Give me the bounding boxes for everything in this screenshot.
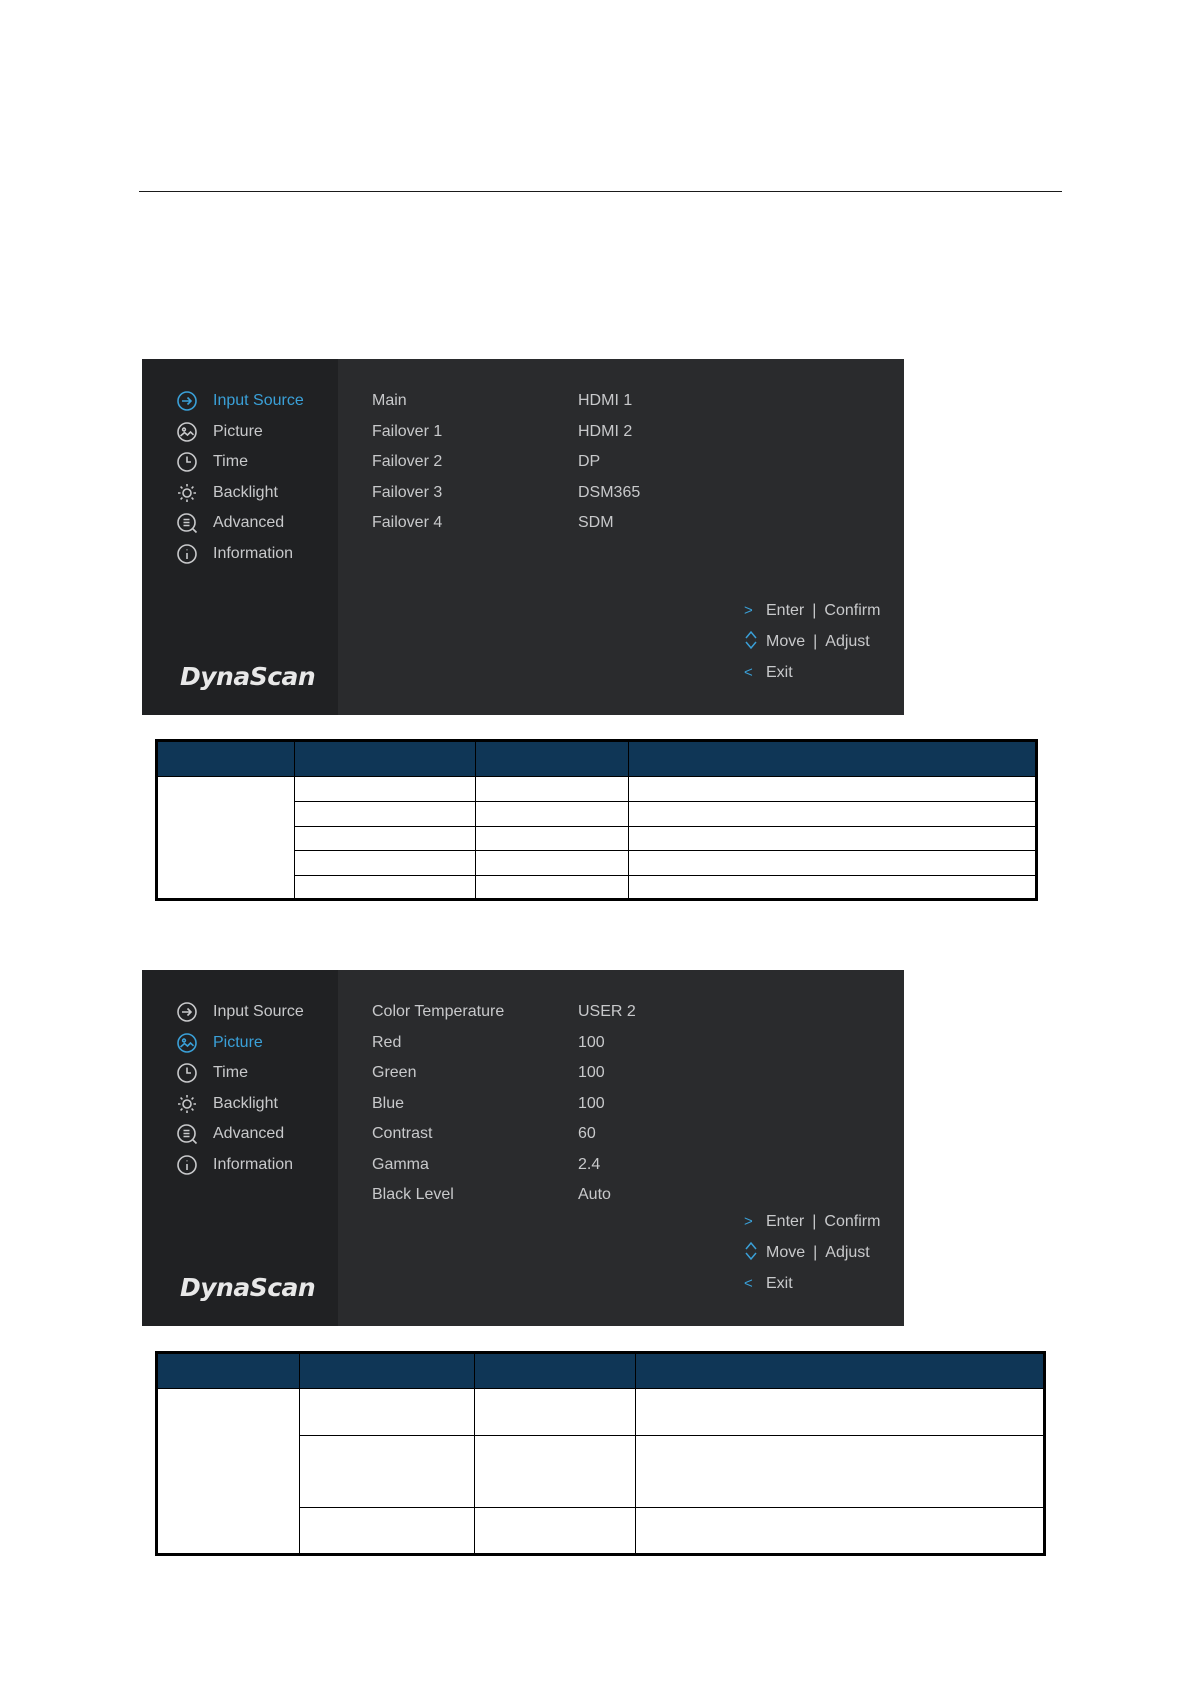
hint-move — [744, 626, 880, 657]
menu-item-time[interactable] — [176, 1058, 304, 1089]
setting-row[interactable] — [372, 1058, 636, 1089]
hint-exit — [744, 1268, 880, 1299]
info-icon — [176, 1154, 198, 1176]
clock-icon — [176, 1062, 198, 1084]
chevron-left-icon: < — [744, 664, 753, 681]
setting-label: Failover 3 — [372, 483, 443, 501]
hint-label-secondary: Confirm — [824, 601, 881, 619]
hint-enter — [744, 1206, 880, 1237]
osd-menu — [176, 386, 304, 569]
menu-item-label: Backlight — [213, 483, 278, 501]
chevron-right-icon: > — [744, 602, 753, 619]
input-source-icon — [176, 390, 198, 412]
hint-separator: | — [812, 601, 817, 619]
hint-label-secondary: Confirm — [824, 1212, 881, 1230]
menu-item-information[interactable] — [176, 1150, 304, 1181]
setting-label: Failover 1 — [372, 422, 443, 440]
advanced-icon — [176, 1123, 198, 1145]
setting-label: Green — [372, 1064, 417, 1082]
setting-label: Red — [372, 1033, 402, 1051]
menu-item-label: Time — [213, 1064, 248, 1082]
setting-row[interactable] — [372, 997, 636, 1028]
chevron-left-icon: < — [744, 1275, 753, 1292]
osd-menu — [176, 997, 304, 1180]
picture-icon — [176, 421, 198, 443]
setting-value[interactable]: SDM — [578, 514, 614, 532]
menu-item-picture[interactable] — [176, 1028, 304, 1059]
menu-item-backlight[interactable] — [176, 1089, 304, 1120]
menu-item-time[interactable] — [176, 447, 304, 478]
hint-label-secondary: Adjust — [825, 632, 870, 650]
hint-label: Exit — [766, 663, 793, 681]
setting-row[interactable] — [372, 417, 640, 448]
setting-row[interactable] — [372, 1180, 636, 1211]
chevron-right-icon: > — [744, 1213, 753, 1230]
setting-label: Contrast — [372, 1125, 433, 1143]
setting-value[interactable]: 100 — [578, 1094, 605, 1112]
setting-row[interactable] — [372, 1028, 636, 1059]
menu-item-input-source[interactable] — [176, 997, 304, 1028]
setting-row[interactable] — [372, 1150, 636, 1181]
setting-label: Blue — [372, 1094, 405, 1112]
clock-icon — [176, 451, 198, 473]
hint-label: Move — [766, 632, 806, 650]
picture-icon — [176, 1032, 198, 1054]
menu-item-information[interactable] — [176, 539, 304, 570]
setting-value[interactable]: DP — [578, 453, 601, 471]
menu-item-input-source[interactable] — [176, 386, 304, 417]
menu-item-label: Information — [213, 544, 294, 562]
setting-value[interactable]: Auto — [578, 1186, 611, 1204]
hint-label: Exit — [766, 1274, 793, 1292]
menu-item-advanced[interactable] — [176, 1119, 304, 1150]
setting-value[interactable]: 2.4 — [578, 1155, 601, 1173]
advanced-icon — [176, 512, 198, 534]
menu-item-label: Picture — [213, 1033, 263, 1051]
setting-label: Black Level — [372, 1186, 454, 1204]
setting-label: Gamma — [372, 1155, 429, 1173]
hint-label: Enter — [766, 1212, 805, 1230]
table-row — [157, 777, 1037, 802]
hint-enter — [744, 595, 880, 626]
osd-settings-list — [372, 997, 636, 1211]
setting-row[interactable] — [372, 447, 640, 478]
menu-item-label: Information — [213, 1155, 294, 1173]
setting-value[interactable]: 100 — [578, 1064, 605, 1082]
osd-settings-list — [372, 386, 640, 539]
setting-value[interactable]: HDMI 2 — [578, 422, 633, 440]
setting-label: Main — [372, 392, 407, 410]
hint-move — [744, 1237, 880, 1268]
setting-row[interactable] — [372, 1089, 636, 1120]
hint-separator: | — [813, 632, 818, 650]
table-row — [157, 1389, 1045, 1436]
hint-label: Enter — [766, 601, 805, 619]
backlight-icon — [176, 482, 198, 504]
hint-separator: | — [813, 1243, 818, 1261]
setting-row[interactable] — [372, 386, 640, 417]
setting-label: Failover 2 — [372, 453, 443, 471]
setting-value[interactable]: USER 2 — [578, 1003, 636, 1021]
menu-item-label: Picture — [213, 422, 263, 440]
dynascan-logo: DynaScan — [180, 662, 316, 691]
menu-item-label: Input Source — [213, 1003, 304, 1021]
up-down-icon — [744, 630, 766, 654]
dynascan-logo: DynaScan — [180, 1273, 316, 1302]
input-source-table — [155, 739, 1038, 901]
setting-label: Failover 4 — [372, 514, 443, 532]
table-header-row — [157, 1353, 1045, 1389]
picture-table — [155, 1351, 1046, 1556]
backlight-icon — [176, 1093, 198, 1115]
menu-item-picture[interactable] — [176, 417, 304, 448]
info-icon — [176, 543, 198, 565]
input-source-icon — [176, 1001, 198, 1023]
osd-key-hints — [744, 595, 880, 688]
menu-item-advanced[interactable] — [176, 508, 304, 539]
setting-row[interactable] — [372, 478, 640, 509]
hint-exit — [744, 657, 880, 688]
hint-label-secondary: Adjust — [825, 1243, 870, 1261]
hint-label: Move — [766, 1243, 806, 1261]
menu-item-label: Input Source — [213, 392, 304, 410]
up-down-icon — [744, 1241, 766, 1265]
setting-value[interactable]: 100 — [578, 1033, 605, 1051]
osd-panel-input-source — [142, 359, 904, 715]
menu-item-backlight[interactable] — [176, 478, 304, 509]
menu-item-label: Advanced — [213, 1125, 285, 1143]
setting-row[interactable] — [372, 1119, 636, 1150]
setting-label: Color Temperature — [372, 1003, 505, 1021]
header-rule — [139, 191, 1062, 192]
hint-separator: | — [812, 1212, 817, 1230]
setting-value[interactable]: HDMI 1 — [578, 392, 633, 410]
setting-value[interactable]: 60 — [578, 1125, 596, 1143]
menu-item-label: Backlight — [213, 1094, 278, 1112]
menu-item-label: Time — [213, 453, 248, 471]
table-header-row — [157, 741, 1037, 777]
osd-key-hints — [744, 1206, 880, 1299]
setting-value[interactable]: DSM365 — [578, 483, 641, 501]
menu-item-label: Advanced — [213, 514, 285, 532]
setting-row[interactable] — [372, 508, 640, 539]
osd-panel-picture — [142, 970, 904, 1326]
